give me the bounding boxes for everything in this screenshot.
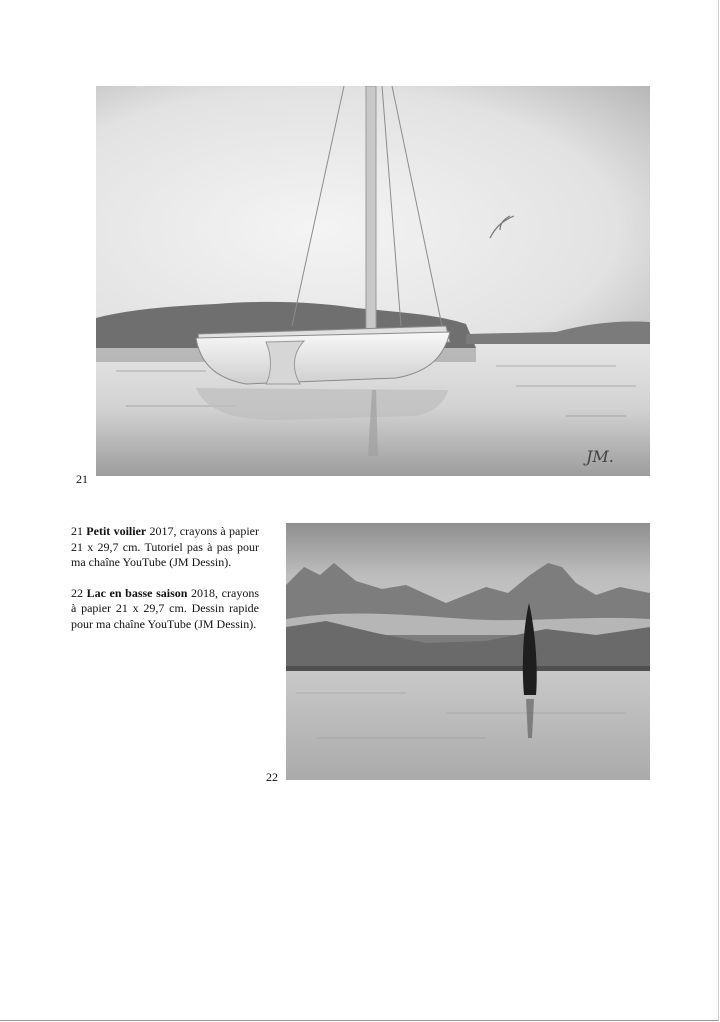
captions — [71, 524, 259, 647]
caption-21 — [71, 524, 259, 571]
figure-number-22: 22 — [266, 770, 278, 784]
signature: JM. — [586, 447, 614, 466]
figure-number-21: 21 — [76, 472, 88, 486]
caption-22-number: 22 — [71, 585, 83, 600]
drawing-petit-voilier — [96, 86, 650, 476]
caption-22-title: Lac en basse saison — [86, 585, 188, 600]
drawing-lac-en-basse-saison — [286, 523, 650, 780]
caption-21-title: Petit voilier — [86, 524, 147, 538]
caption-21-description: 2017, crayons à papier 21 x 29,7 cm. Tutoriel pas à pas pour ma chaîne YouTube (JM Dessin). — [71, 524, 260, 569]
caption-21-number: 21 — [71, 524, 83, 538]
caption-22-description: 2018, crayons à papier 21 x 29,7 cm. Dessin rapide pour ma chaîne YouTube (JM Dessin). — [71, 585, 259, 631]
caption-22 — [71, 586, 259, 633]
